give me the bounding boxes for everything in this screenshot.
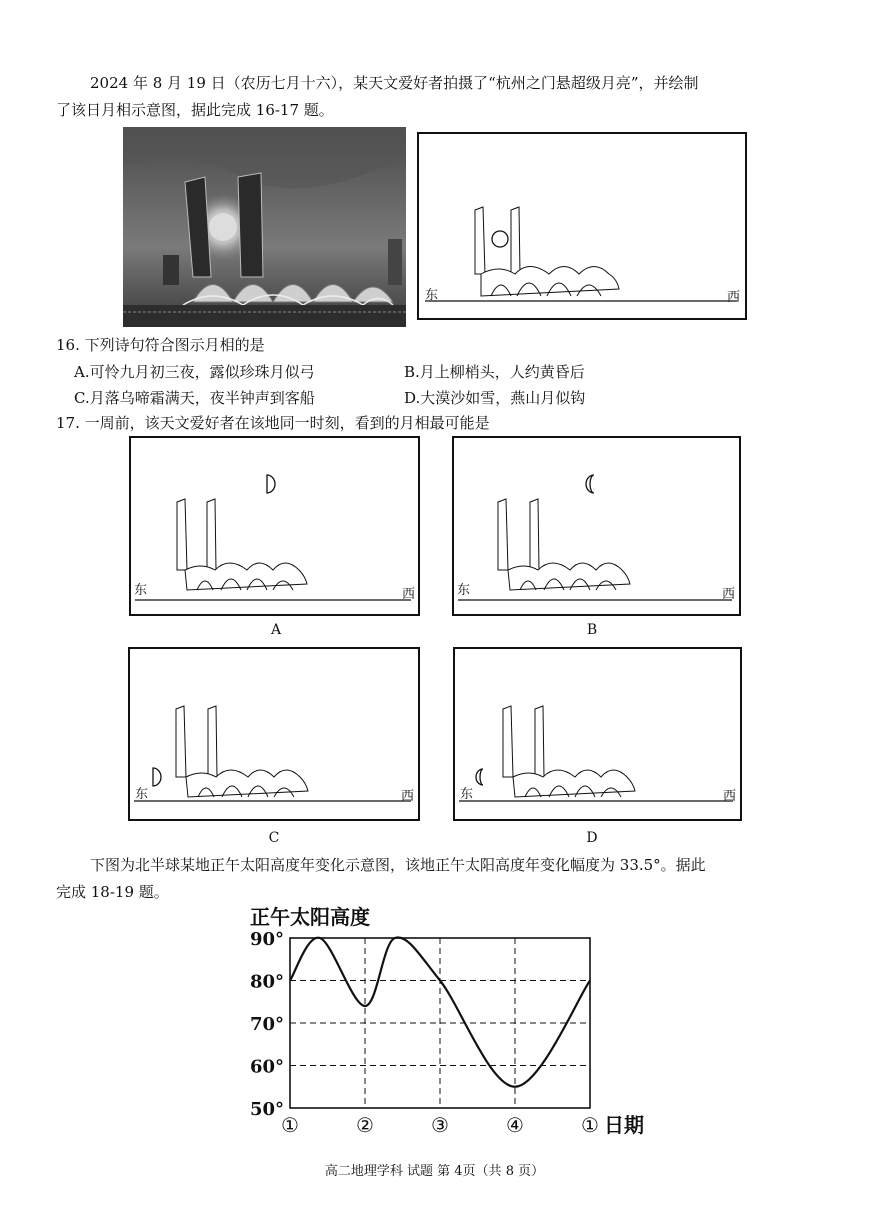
page-footer: 高二地理学科 试题 第 4页（共 8 页） <box>324 1164 545 1179</box>
q16-option-c[interactable]: C.月落乌啼霜满天，夜半钟声到客船 <box>74 389 315 407</box>
chart-y-tick-label: 60° <box>249 1056 284 1078</box>
chart-y-tick-label: 50° <box>249 1099 284 1120</box>
east-label: 东 <box>457 583 471 598</box>
chart-title: 正午太阳高度 <box>250 905 370 929</box>
moon-phase-a-icon <box>267 475 275 493</box>
hangzhou-gate-drawing <box>475 207 619 296</box>
intro-line-1: 2024 年 8 月 19 日（农历七月十六），某天文爱好者拍摄了“杭州之门悬超级月亮”，并绘制 <box>90 74 699 92</box>
chart-x-tick-label: ① <box>581 1113 599 1137</box>
chart-y-tick-label: 70° <box>249 1014 284 1035</box>
q17-diagram-c[interactable] <box>128 647 420 821</box>
chart-y-tick-label: 80° <box>249 971 284 993</box>
moon-phase-diagram-main <box>417 132 747 320</box>
west-label: 西 <box>722 587 736 602</box>
intro-line-2: 了该日月相示意图，据此完成 16-17 题。 <box>56 101 334 119</box>
q17-choice-c-label: C <box>268 830 280 846</box>
chart-x-tick-label: ③ <box>431 1113 449 1137</box>
chart-x-tick-label: ② <box>356 1113 374 1137</box>
hangzhou-gate-photo <box>123 127 406 327</box>
q17-choice-a-label: A <box>270 622 282 638</box>
chart-x-axis-label: 日期 <box>604 1113 644 1137</box>
noon-sun-altitude-chart <box>240 900 670 1140</box>
intro2-line-1: 下图为北半球某地正午太阳高度年变化示意图，该地正午太阳高度年变化幅度为 33.5°。据此 <box>90 856 706 874</box>
chart-x-tick-label: ④ <box>506 1113 524 1137</box>
west-label: 西 <box>727 290 741 305</box>
east-label: 东 <box>425 288 439 303</box>
east-label: 东 <box>135 787 149 802</box>
west-label: 西 <box>723 789 737 804</box>
q17-choice-d-label: D <box>586 830 598 846</box>
q17-diagram-b[interactable] <box>452 436 741 616</box>
intro2-line-2: 完成 18-19 题。 <box>56 883 169 901</box>
east-label: 东 <box>460 787 474 802</box>
q17-diagram-d[interactable] <box>453 647 742 821</box>
moon-phase-b-icon <box>586 475 594 493</box>
east-label: 东 <box>134 583 148 598</box>
chart-y-tick-label: 90° <box>249 929 284 950</box>
moon-phase-c-icon <box>153 768 161 786</box>
q16-option-b[interactable]: B.月上柳梢头，人约黄昏后 <box>404 363 585 381</box>
west-label: 西 <box>402 587 416 602</box>
q16-option-a[interactable]: A.可怜九月初三夜，露似珍珠月似弓 <box>74 363 315 381</box>
moon-full-icon <box>492 231 508 247</box>
q16-option-d[interactable]: D.大漠沙如雪，燕山月似钩 <box>404 389 586 407</box>
moon-phase-d-icon <box>476 769 483 785</box>
q16-stem: 16. 下列诗句符合图示月相的是 <box>56 336 265 354</box>
q17-stem: 17. 一周前，该天文爱好者在该地同一时刻，看到的月相最可能是 <box>56 414 490 432</box>
q17-diagram-a[interactable] <box>129 436 420 616</box>
q17-choice-b-label: B <box>586 622 598 638</box>
chart-x-tick-label: ① <box>281 1113 299 1137</box>
west-label: 西 <box>401 789 415 804</box>
